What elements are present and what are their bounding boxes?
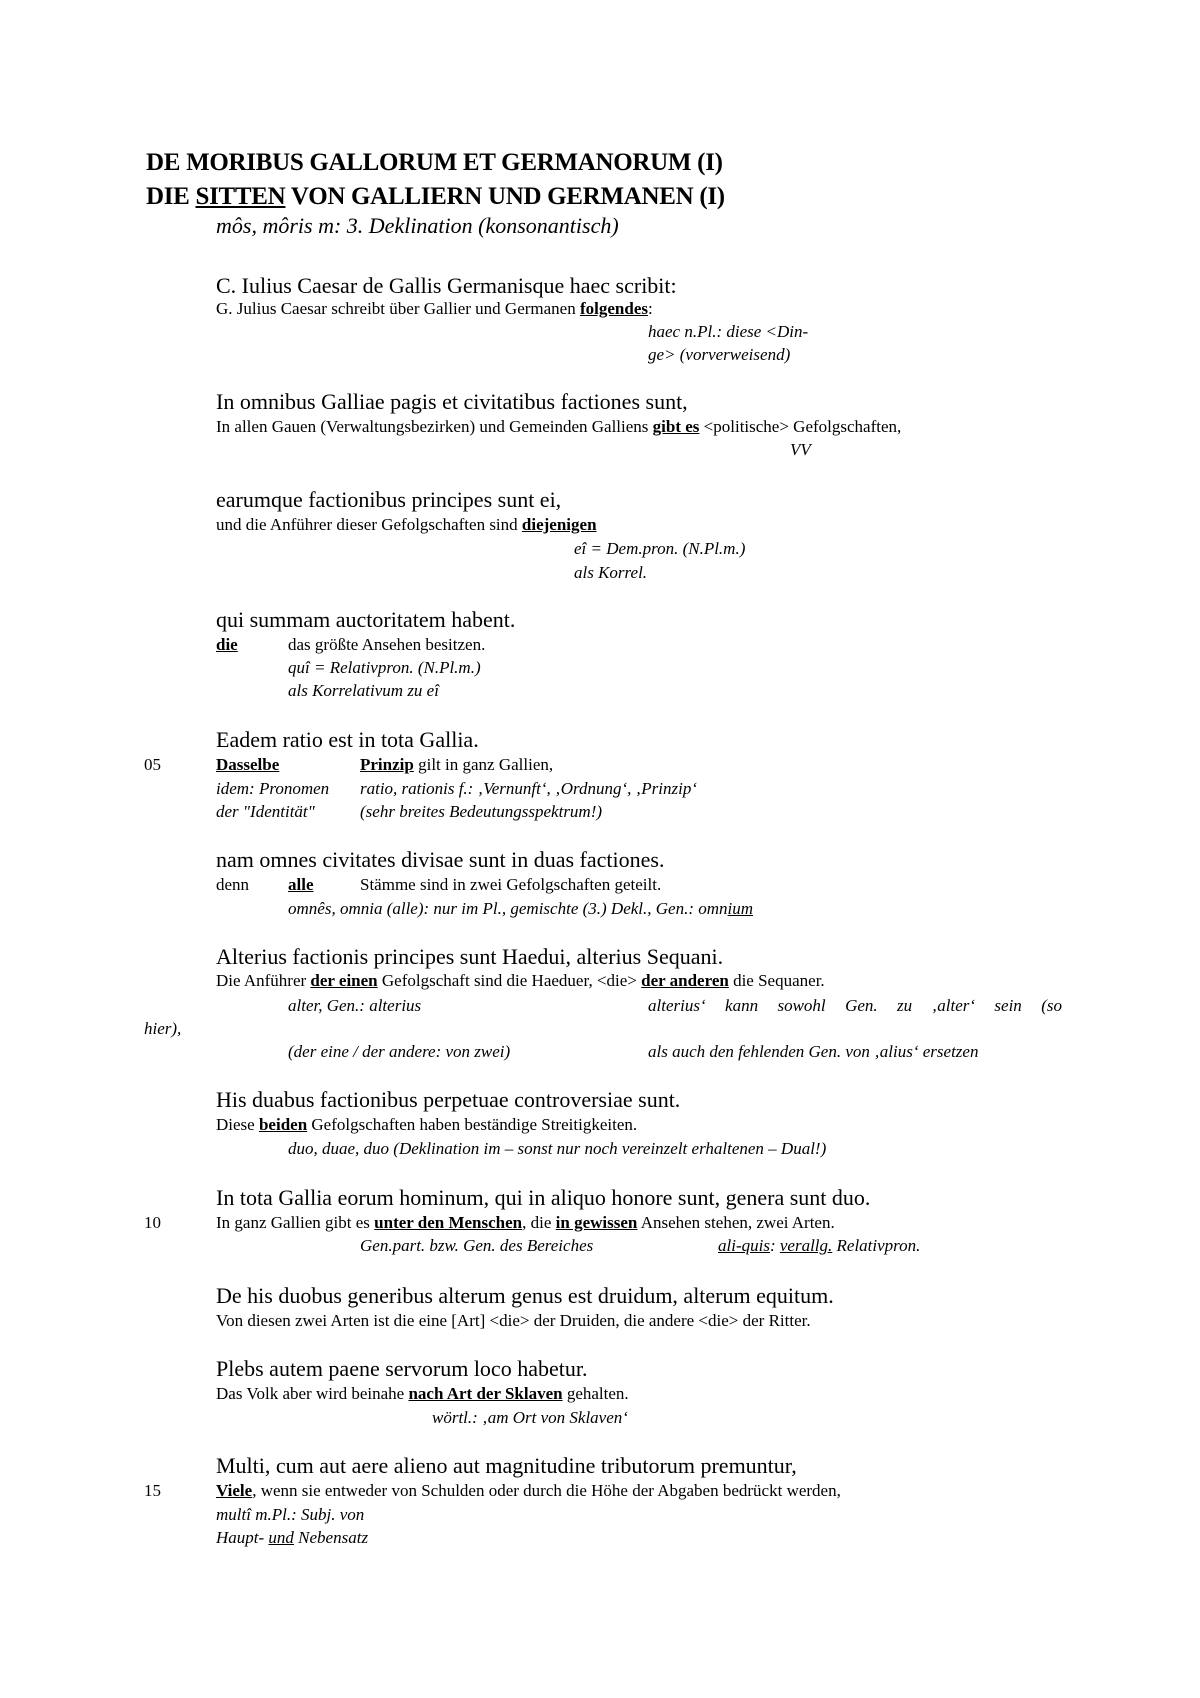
s11-de-b: nach Art der Sklaven [408,1384,563,1403]
s9-de-b: unter den Menschen [374,1213,523,1232]
s9-de-d: in gewissen [555,1213,638,1232]
s7-de-e: die Sequaner. [728,971,825,990]
s8-german [216,1116,637,1133]
title-german-pre: DIE [146,183,196,210]
s4-german-a [216,636,238,653]
s2-de-c: <politische> Gefolgschaften, [699,417,902,436]
s9-de-c: , die [522,1213,556,1232]
s6-latin: nam omnes civitates divisae sunt in duas factiones. [216,847,665,872]
s4-latin: qui summam auctoritatem habent. [216,607,516,632]
s8-de-a: Diese [216,1115,259,1134]
s9-de-a: In ganz Gallien gibt es [216,1213,375,1232]
s8-de-c: Gefolgschaften haben beständige Streitigkeiten. [307,1115,638,1134]
s12-note-2b: und [268,1528,294,1547]
s5-de-a: Dasselbe [216,755,280,774]
line-number-15: 15 [144,1481,161,1500]
s8-de-b: beiden [258,1115,308,1134]
s7-de-b: der einen [310,971,378,990]
s4-german-b: das größte Ansehen besitzen. [288,635,486,654]
s7-de-d: der anderen [641,971,729,990]
s7-latin: Alterius factionis principes sunt Haedui, alterius Sequani. [216,944,724,969]
s6-de-b: alle [288,875,314,894]
s9-note-b1: ali-quis [718,1236,770,1255]
s12-de-b: , wenn sie entweder von Schulden oder durch die Höhe der Abgaben bedrückt werden, [252,1481,841,1500]
s11-note: wörtl.: ‚am Ort von Sklaven‘ [432,1408,628,1427]
s3-latin: earumque factionibus principes sunt ei, [216,487,562,512]
s3-de-b: diejenigen [521,515,597,534]
title-german-sitten: SITTEN [195,183,286,210]
s12-latin: Multi, cum aut aere alieno aut magnitudine tributorum premuntur, [216,1453,797,1478]
s12-note-1: multî m.Pl.: Subj. von [216,1505,365,1524]
s5-note-1a: idem: Pronomen [216,779,330,798]
s7-de-a: Die Anführer [216,971,311,990]
s1-de-c: : [647,299,653,318]
s12-note-2a: Haupt- [216,1528,269,1547]
s1-note-2: ge> (vorverweisend) [648,345,791,364]
s3-german [216,516,597,533]
line-number-05: 05 [144,755,161,774]
s6-german-a: denn [216,875,250,894]
s6-note-a: omnês, omnia (alle): nur im Pl., gemischte (3.) Dekl., Gen.: omn [288,899,728,918]
s2-de-a: In allen Gauen (Verwaltungsbezirken) und Gemeinden Galliens [216,417,653,436]
s4-note-1: quî = Relativpron. (N.Pl.m.) [288,658,481,677]
title-german-post: VON GALLIERN UND GERMANEN (I) [285,183,725,210]
s2-note: VV [790,440,811,459]
s9-german [216,1214,835,1231]
s2-de-b: gibt es [652,417,700,436]
s11-de-a: Das Volk aber wird beinahe [216,1384,409,1403]
s4-note-2: als Korrelativum zu eî [288,681,439,700]
s5-note-1b: ratio, rationis f.: ‚Vernunft‘, ‚Ordnung‘, ‚Prinzip‘ [360,779,697,798]
s1-de-b: folgendes [579,299,648,318]
s6-note-b: ium [727,899,754,918]
s9-de-e: Ansehen stehen, zwei Arten. [637,1213,835,1232]
title-german [146,184,725,209]
s9-note-b2: : [769,1236,780,1255]
s11-latin: Plebs autem paene servorum loco habetur. [216,1356,588,1381]
s5-german-a [216,756,279,773]
s1-german [216,300,653,317]
s9-note-a: Gen.part. bzw. Gen. des Bereiches [360,1236,594,1255]
s6-german-b [288,876,314,893]
s7-note-2a: (der eine / der andere: von zwei) [288,1042,511,1061]
s9-note-b3: verallg. [779,1236,833,1255]
s7-note-2b: als auch den fehlenden Gen. von ‚alius‘ ersetzen [648,1042,979,1061]
line-number-10: 10 [144,1213,161,1232]
s3-note-2: als Korrel. [574,563,648,582]
s3-de-a: und die Anführer dieser Gefolgschaften sind [216,515,522,534]
s5-german-b [360,756,553,773]
s3-note-1: eî = Dem.pron. (N.Pl.m.) [574,539,746,558]
s12-note-2c: Nebensatz [293,1528,369,1547]
s8-latin: His duabus factionibus perpetuae controversiae sunt. [216,1087,681,1112]
s9-note-b4: Relativpron. [832,1236,921,1255]
s5-latin: Eadem ratio est in tota Gallia. [216,727,479,752]
s7-de-c: Gefolgschaft sind die Haeduer, <die> [377,971,642,990]
s1-note-1: haec n.Pl.: diese <Din- [648,322,809,341]
s5-note-2a: der "Identität" [216,802,315,821]
s9-latin: In tota Gallia eorum hominum, qui in aliquo honore sunt, genera sunt duo. [216,1185,871,1210]
s10-latin: De his duobus generibus alterum genus est druidum, alterum equitum. [216,1283,834,1308]
s5-de-b: Prinzip [360,755,414,774]
s5-note-2b: (sehr breites Bedeutungsspektrum!) [360,802,603,821]
s7-note-1b: alterius‘ kann sowohl Gen. zu ‚alter‘ sein (so [648,996,1062,1015]
s9-note-b [718,1237,920,1254]
s7-german [216,972,825,989]
s8-note: duo, duae, duo (Deklination im – sonst nur noch vereinzelt erhaltenen – Dual!) [288,1139,827,1158]
s1-latin: C. Iulius Caesar de Gallis Germanisque haec scribit: [216,273,677,298]
s6-note [288,900,753,917]
s1-de-a: G. Julius Caesar schreibt über Gallier und Germanen [216,299,580,318]
s12-note-2 [216,1529,368,1546]
s5-de-c: gilt in ganz Gallien, [413,755,554,774]
s11-german [216,1385,629,1402]
s12-de-a: Viele [216,1481,253,1500]
s12-german [216,1482,841,1499]
s2-latin: In omnibus Galliae pagis et civitatibus factiones sunt, [216,389,688,414]
title-note: môs, môris m: 3. Deklination (konsonantisch) [216,213,619,238]
s4-de-a: die [216,635,238,654]
s7-note-1a: alter, Gen.: alterius [288,996,422,1015]
s7-note-1c: hier), [144,1019,182,1038]
s11-de-c: gehalten. [562,1384,629,1403]
s2-german [216,418,901,435]
s6-german-c: Stämme sind in zwei Gefolgschaften geteilt. [360,875,662,894]
title-latin: DE MORIBUS GALLORUM ET GERMANORUM (I) [146,149,723,176]
s10-german: Von diesen zwei Arten ist die eine [Art] <die> der Druiden, die andere <die> der Ritter. [216,1311,811,1330]
